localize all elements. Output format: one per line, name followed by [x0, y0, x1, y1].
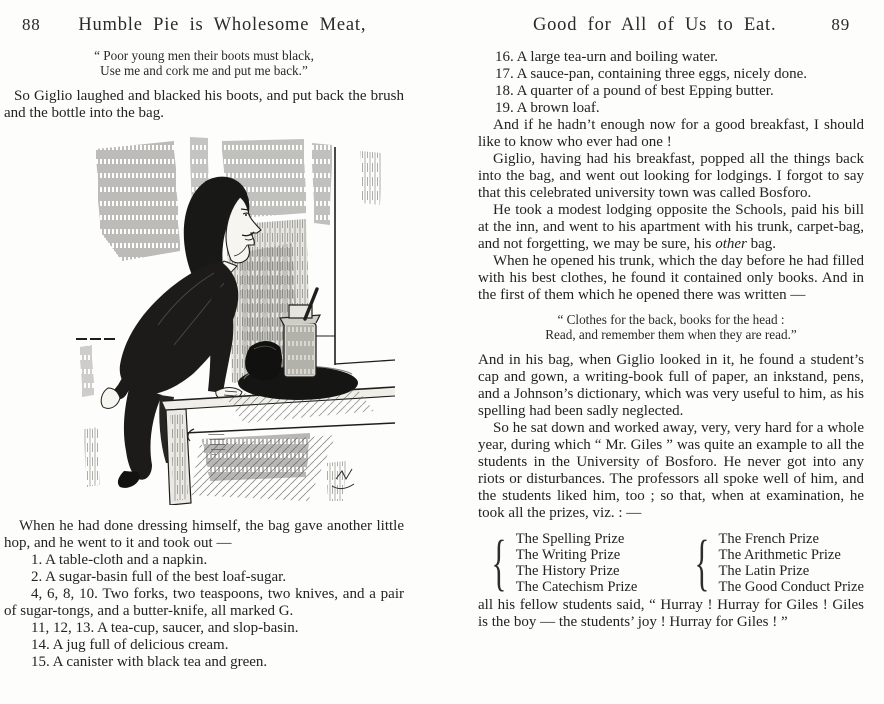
- paragraph-blacking: So Giglio laughed and blacked his boots, and put back the brush and the bottle into the bag.: [4, 87, 404, 121]
- paragraph-breakfast: And if he hadn’t enough now for a good breakfast, I should like to know who ever had one !: [478, 117, 864, 150]
- list-item: 15. A canister with black tea and green.: [31, 653, 268, 670]
- running-title-left: Humble Pie is Wholesome Meat,: [78, 15, 367, 35]
- paragraph-lodging-other-bag: [478, 202, 864, 253]
- running-head-right: [478, 0, 864, 36]
- wall-hatch: [96, 141, 180, 261]
- prize-item: The Catechism Prize: [515, 578, 638, 595]
- brace-glyph: {: [694, 528, 710, 597]
- list-item: 18. A quarter of a pound of best Epping butter.: [495, 83, 774, 99]
- prize-item: The Latin Prize: [718, 562, 810, 579]
- italic-other: other: [715, 236, 747, 252]
- prize-group-left: [484, 528, 687, 597]
- paragraph-bag-contents: And in his bag, when Giglio looked in it, he found a student’s cap and gown, a writing-book full of paper, an inkstand, pens, and a Johnson’s dictionary, which was very useful to him, as his spelling had been sadly neglected.: [478, 351, 864, 419]
- page-number-right: 89: [831, 15, 850, 34]
- page-number-left: 88: [22, 15, 41, 34]
- epigraph-line: Use me and cork me and put me back.”: [100, 62, 308, 78]
- list-item: 17. A sauce-pan, containing three eggs, nicely done.: [495, 66, 807, 82]
- prize-item: The Arithmetic Prize: [718, 546, 841, 563]
- running-head-left: [4, 0, 404, 36]
- epigraph-clothes: [478, 313, 864, 343]
- epigraph-boots: [4, 49, 404, 79]
- prize-item: The Good Conduct Prize: [718, 578, 864, 595]
- prize-column-left: [516, 531, 638, 595]
- list-item: 1. A table-cloth and a napkin.: [31, 551, 208, 568]
- text-run: bag.: [746, 236, 777, 252]
- page-left: [4, 0, 404, 671]
- prize-item: The History Prize: [515, 562, 620, 579]
- list-item: 4, 6, 8, 10. Two forks, two teaspoons, two knives, and a pair of sugar-tongs, and a butter-knife, all marked G.: [4, 585, 404, 619]
- running-title-right: Good for All of Us to Eat.: [532, 15, 777, 35]
- list-item: 2. A sugar-basin full of the best loaf-sugar.: [31, 568, 287, 585]
- paragraph-trunk: When he opened his trunk, which the day before he had filled with his best clothes, he found it contained only books. And in the first of them which he opened there was written —: [478, 253, 864, 303]
- prize-group-right: [687, 528, 864, 597]
- inventory-list-right: [478, 49, 864, 117]
- illustration-giglio-at-table: [74, 133, 396, 505]
- epigraph-line: “ Clothes for the back, books for the head :: [557, 312, 785, 327]
- prize-item: The Spelling Prize: [515, 530, 625, 547]
- inventory-list-left: [4, 552, 404, 671]
- engraving-image: [74, 133, 396, 505]
- list-item: 14. A jug full of delicious cream.: [31, 636, 229, 653]
- prize-lists: [484, 528, 864, 597]
- paragraph-bag-hop: When he had done dressing himself, the bag gave another little hop, and he went to it and took out —: [4, 517, 404, 551]
- text-run: He took a modest lodging opposite the Schools, paid his bill at the inn, and went to his apartment with his trunk, carpet-bag, and not forgetting, we may be sure, his: [478, 202, 864, 252]
- list-item: 11, 12, 13. A tea-cup, saucer, and slop-basin.: [31, 619, 299, 636]
- list-item: 19. A brown loaf.: [495, 100, 600, 116]
- prize-item: The French Prize: [718, 530, 819, 547]
- brush-head: [245, 341, 282, 381]
- table: [162, 385, 395, 505]
- list-item: 16. A large tea-urn and boiling water.: [495, 49, 719, 65]
- paragraph-university-year: So he sat down and worked away, very, very hard for a whole year, during which “ Mr. Giles ” was quite an example to all the students in the University of Bosforo. He never got into any riots or disturbances. The professors all spoke well of him, and the students liked him, too ; so that, when at examination, he took all the prizes, viz. : —: [478, 419, 864, 521]
- prize-item: The Writing Prize: [515, 546, 621, 563]
- paragraph-hurray: all his fellow students said, “ Hurray ! Hurray for Giles ! Giles is the boy — the students’ joy ! Hurray for Giles ! ”: [478, 596, 864, 630]
- paragraph-lodgings: Giglio, having had his breakfast, popped all the things back into the bag, and went out looking for lodgings. I forgot to say that this celebrated university town was called Bosforo.: [478, 151, 864, 201]
- prize-column-right: [718, 531, 864, 595]
- epigraph-line: “ Poor young men their boots must black,: [94, 48, 314, 63]
- page-right: [478, 0, 864, 631]
- brace-glyph: {: [491, 528, 507, 597]
- epigraph-line: Read, and remember them when they are read.”: [545, 326, 797, 342]
